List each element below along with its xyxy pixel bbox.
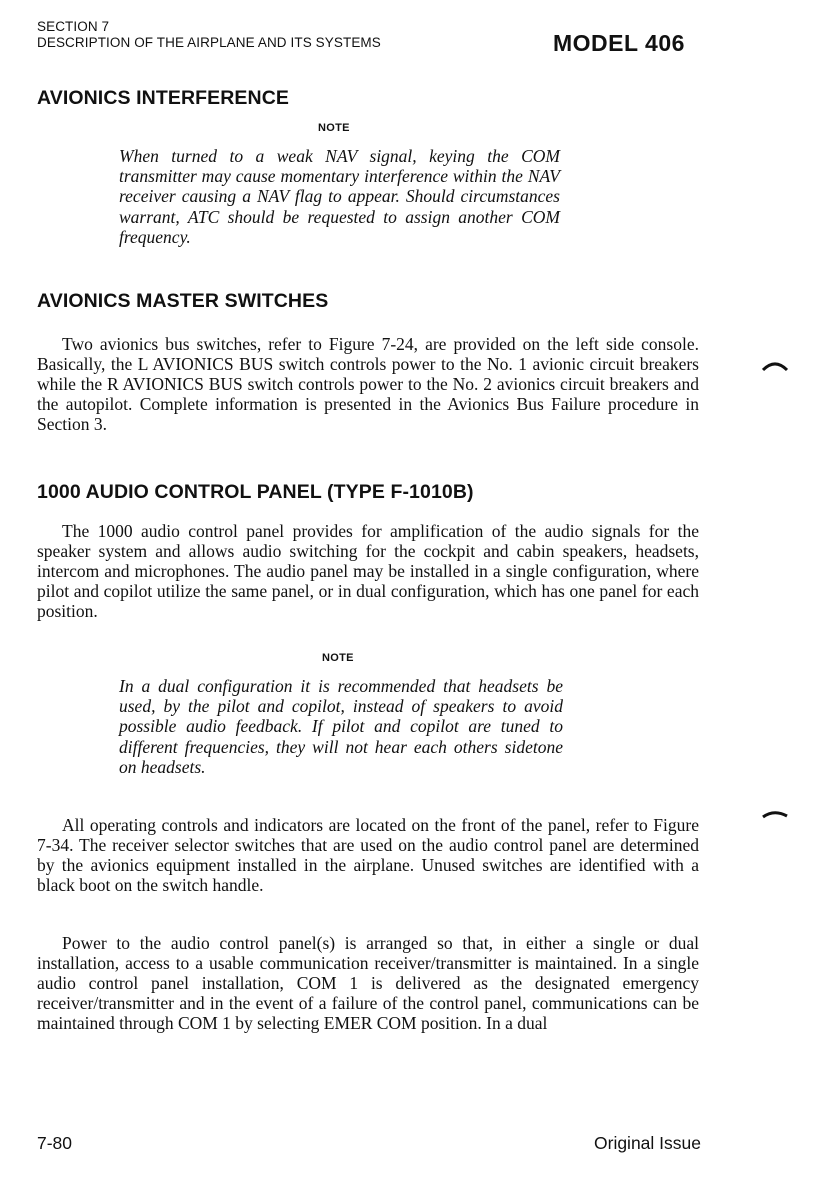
paragraph: All operating controls and indicators are located on the front of the panel, refer to Figure 7-34. The receiver selector switches that are used on the audio control panel are determined by the avionics equipment installed in the airplane. Unused switches are identified with a black boot on the switch handle. — [37, 815, 699, 896]
revision-mark-icon — [762, 360, 788, 372]
page-number: 7-80 — [37, 1133, 73, 1153]
paragraph: Power to the audio control panel(s) is arranged so that, in either a single or dual installation, access to a usable communication receiver/transmitter is maintained. In a single audio control panel installation, COM 1 is delivered as the designated emergency receiver/transmitter and in the event of a failure of the control panel, communications can be maintained through COM 1 by selecting EMER COM position. In a dual — [37, 933, 699, 1034]
section-number: SECTION 7 — [37, 19, 110, 34]
note-label: NOTE — [322, 652, 354, 664]
header-section-block — [37, 19, 381, 51]
heading-audio-control-panel: 1000 AUDIO CONTROL PANEL (TYPE F-1010B) — [37, 481, 474, 503]
paragraph: The 1000 audio control panel provides for amplification of the audio signals for the speaker system and allows audio switching for the cockpit and cabin speakers, headsets, intercom and microphones. The audio panel may be installed in a single configuration, where pilot and copilot utilize the same panel, or in dual configuration, which has one panel for each position. — [37, 521, 699, 622]
note-label: NOTE — [318, 122, 350, 134]
paragraph: Two avionics bus switches, refer to Figure 7-24, are provided on the left side console. Basically, the L AVIONICS BUS switch controls power to the No. 1 avionic circuit breakers while the R AVIONICS BUS switch controls power to the No. 2 avionics circuit breakers and the autopilot. Complete information is presented in the Avionics Bus Failure procedure in Section 3. — [37, 334, 699, 435]
note-text: When turned to a weak NAV signal, keying the COM transmitter may cause momentary interference within the NAV receiver causing a NAV flag to appear. Should circumstances warrant, ATC should be requested to assign another COM frequency. — [119, 146, 560, 247]
heading-avionics-interference: AVIONICS INTERFERENCE — [37, 87, 290, 109]
section-title: DESCRIPTION OF THE AIRPLANE AND ITS SYSTEMS — [37, 35, 381, 50]
note-text: In a dual configuration it is recommended that headsets be used, by the pilot and copilot, instead of speakers to avoid possible audio feedback. If pilot and copilot are tuned to different frequencies, they will not hear each others sidetone on headsets. — [119, 676, 563, 777]
heading-avionics-master-switches: AVIONICS MASTER SWITCHES — [37, 290, 329, 312]
model-title: MODEL 406 — [553, 30, 685, 56]
issue-label: Original Issue — [594, 1133, 701, 1153]
revision-mark-icon — [762, 808, 788, 820]
